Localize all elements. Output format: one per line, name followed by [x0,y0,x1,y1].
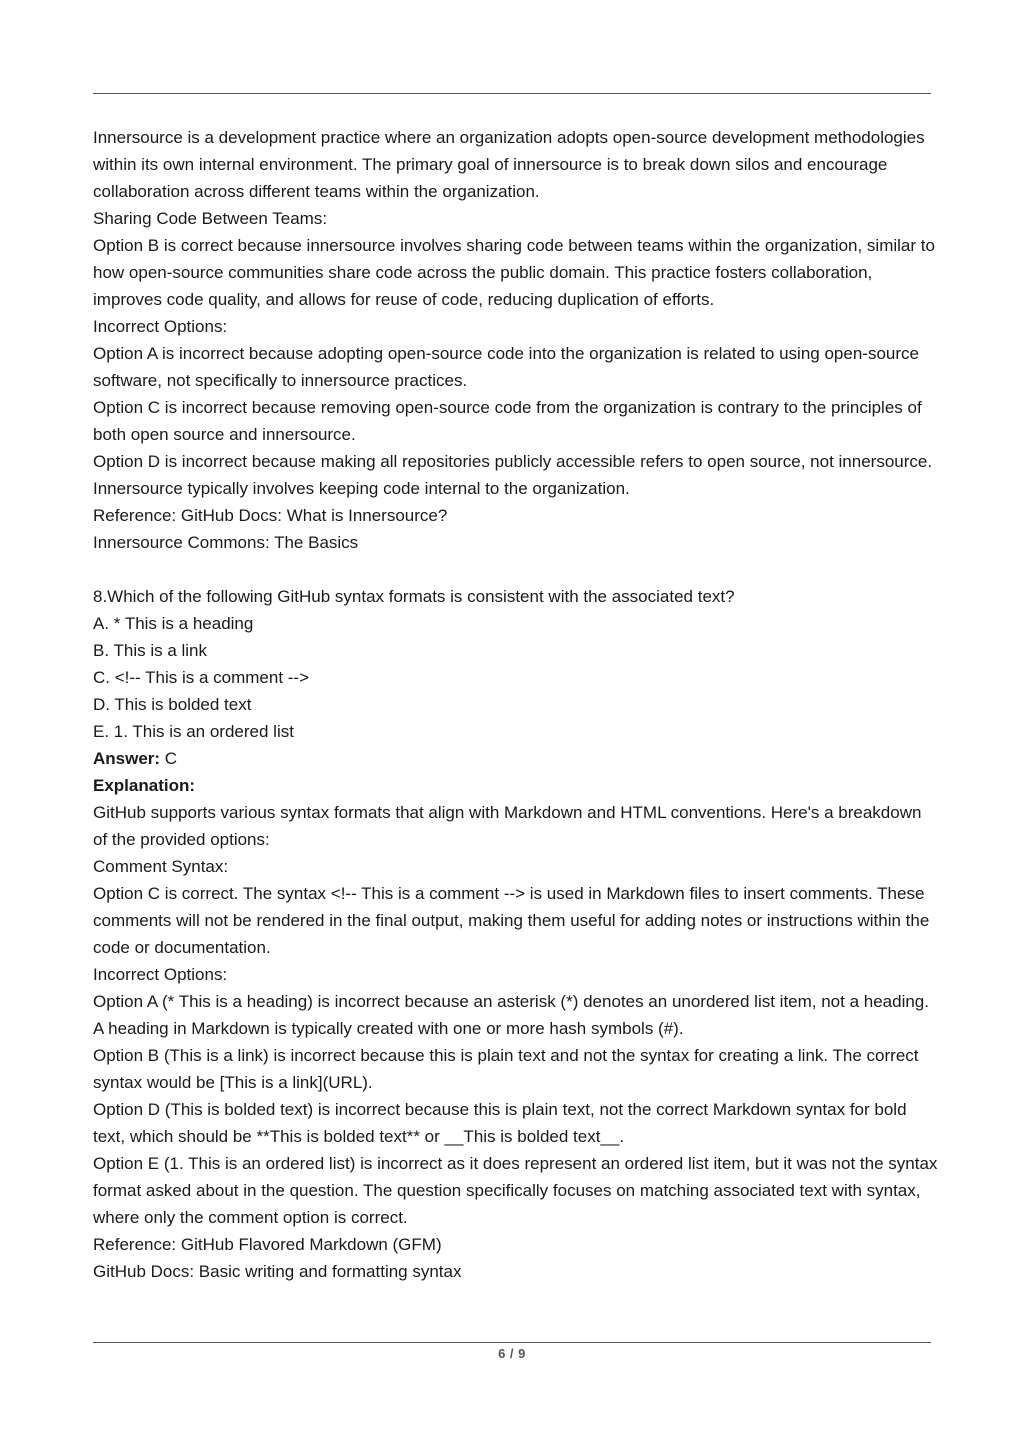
answer-label: Answer: [93,749,161,768]
reference-line: Reference: GitHub Docs: What is Innersource? [93,506,448,525]
reference-line: Innersource Commons: The Basics [93,533,359,552]
answer-option: A. * This is a heading [93,614,254,633]
footer-divider [93,1342,931,1343]
section-heading: Comment Syntax: [93,857,229,876]
answer-option: C. <!-- This is a comment --> [93,668,310,687]
answer-value: C [160,749,178,768]
incorrect-option-paragraph: Option C is incorrect because removing open-source code from the organization is contrary to the principles of both open source and innersource. [93,398,922,444]
incorrect-option-paragraph: Option D (This is bolded text) is incorrect because this is plain text, not the correct Markdown syntax for bold text, which should be **This is bolded text** or __This is bolded text__. [93,1100,907,1146]
explanation-label: Explanation: [93,776,196,795]
reference-line: GitHub Docs: Basic writing and formatting syntax [93,1262,462,1281]
explanation-paragraph: GitHub supports various syntax formats that align with Markdown and HTML conventions. Here's a breakdown of the provided options: [93,803,922,849]
question-text: 8.Which of the following GitHub syntax formats is consistent with the associated text? [93,587,735,606]
answer-option: B. This is a link [93,641,208,660]
incorrect-option-paragraph: Option A (* This is a heading) is incorrect because an asterisk (*) denotes an unordered list item, not a heading. A heading in Markdown is typically created with one or more hash symbols (#). [93,992,929,1038]
intro-paragraph: Innersource is a development practice where an organization adopts open-source development methodologies within its own internal environment. The primary goal of innersource is to break down silos and encourage collaboration across different teams within the organization. [93,128,925,201]
correct-option-paragraph: Option C is correct. The syntax <!-- This is a comment --> is used in Markdown files to insert comments. These comments will not be rendered in the final output, making them useful for adding notes or instructions within the code or documentation. [93,884,930,957]
page-number: 6 / 9 [498,1346,526,1361]
section-heading: Incorrect Options: [93,317,228,336]
section-heading: Sharing Code Between Teams: [93,209,328,228]
incorrect-option-paragraph: Option A is incorrect because adopting open-source code into the organization is related to using open-source software, not specifically to innersource practices. [93,344,919,390]
page-content [93,124,938,1285]
spacer [93,556,938,583]
correct-option-paragraph: Option B is correct because innersource involves sharing code between teams within the organization, similar to how open-source communities share code across the public domain. This practice fosters collaboration, improves code quality, and allows for reuse of code, reducing duplication of efforts. [93,236,935,309]
reference-line: Reference: GitHub Flavored Markdown (GFM) [93,1235,442,1254]
incorrect-option-paragraph: Option D is incorrect because making all repositories publicly accessible refers to open source, not innersource. Innersource typically involves keeping code internal to the organization. [93,452,933,498]
answer-line [93,745,938,772]
section-heading: Incorrect Options: [93,965,228,984]
answer-option: E. 1. This is an ordered list [93,722,294,741]
incorrect-option-paragraph: Option B (This is a link) is incorrect because this is plain text and not the syntax for creating a link. The correct syntax would be [This is a link](URL). [93,1046,919,1092]
header-divider [93,93,931,94]
incorrect-option-paragraph: Option E (1. This is an ordered list) is incorrect as it does represent an ordered list item, but it was not the syntax format asked about in the question. The question specifically focuses on matching associated text with syntax, where only the comment option is correct. [93,1154,938,1227]
answer-option: D. This is bolded text [93,695,252,714]
